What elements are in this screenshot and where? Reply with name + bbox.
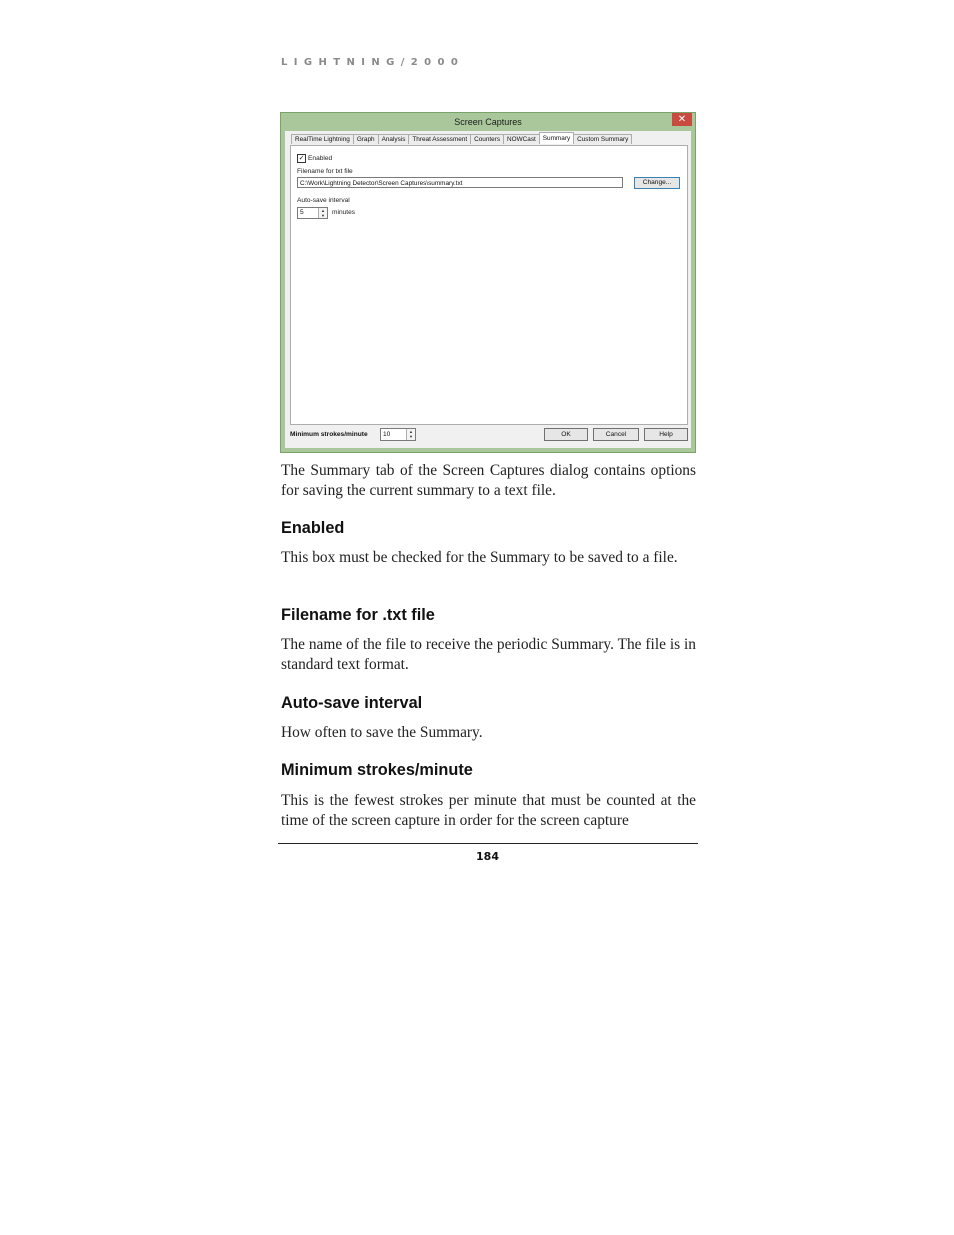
tab-counters[interactable]: Counters <box>470 134 504 144</box>
filename-input[interactable]: C:\Work\Lightning Detector\Screen Captures\summary.txt <box>297 177 623 188</box>
minutes-label: minutes <box>332 209 356 216</box>
section-heading-enabled: Enabled <box>281 519 345 537</box>
spin-up-icon[interactable]: ▲ <box>321 208 325 213</box>
enabled-row[interactable] <box>297 154 332 163</box>
page-number: 184 <box>476 850 499 863</box>
min-strokes-spinner[interactable] <box>380 428 416 441</box>
min-strokes-value: 10 <box>383 431 391 438</box>
cancel-button[interactable]: Cancel <box>593 428 639 441</box>
tab-analysis[interactable]: Analysis <box>378 134 410 144</box>
footer-rule <box>278 843 698 844</box>
spin-up-icon[interactable]: ▲ <box>409 429 413 434</box>
autosave-interval-spinner[interactable] <box>297 207 328 219</box>
close-icon[interactable]: ✕ <box>672 113 692 126</box>
tab-realtime-lightning[interactable]: RealTime Lightning <box>291 134 354 144</box>
dialog-client-area <box>285 131 691 448</box>
dialog-titlebar <box>281 113 695 131</box>
tab-summary[interactable]: Summary <box>539 132 574 144</box>
enabled-label: Enabled <box>308 155 333 162</box>
autosave-label: Auto-save interval <box>297 197 350 204</box>
section-heading-filename: Filename for .txt file <box>281 606 435 624</box>
tab-custom-summary[interactable]: Custom Summary <box>573 134 632 144</box>
spin-arrows[interactable] <box>318 208 327 218</box>
spin-down-icon[interactable]: ▼ <box>321 213 325 218</box>
spin-down-icon[interactable]: ▼ <box>409 434 413 439</box>
screen-captures-dialog <box>280 112 696 453</box>
section-body-enabled: This box must be checked for the Summary to be saved to a file. <box>281 549 678 566</box>
filename-label: Filename for txt file <box>297 168 353 175</box>
section-heading-min-strokes: Minimum strokes/minute <box>281 761 473 779</box>
tab-threat-assessment[interactable]: Threat Assessment <box>408 134 471 144</box>
autosave-interval-value: 5 <box>300 209 304 216</box>
help-button[interactable]: Help <box>644 428 688 441</box>
section-body-filename: The name of the file to receive the periodic Summary. The file is in standard text format. <box>281 636 696 673</box>
summary-tab-panel <box>290 145 688 425</box>
tab-graph[interactable]: Graph <box>353 134 379 144</box>
spin-arrows[interactable] <box>406 429 415 440</box>
min-strokes-label: Minimum strokes/minute <box>290 431 368 438</box>
tab-nowcast[interactable]: NOWCast <box>503 134 540 144</box>
section-body-autosave: How often to save the Summary. <box>281 724 483 741</box>
change-button[interactable]: Change... <box>634 177 680 189</box>
section-heading-autosave: Auto-save interval <box>281 694 423 712</box>
intro-paragraph: The Summary tab of the Screen Captures dialog contains options for saving the current summary to a text file. <box>281 462 696 499</box>
tab-strip <box>291 134 631 145</box>
dialog-bottom-bar <box>290 427 686 443</box>
dialog-title: Screen Captures <box>454 117 522 127</box>
enabled-checkbox[interactable]: ✓ <box>298 155 305 162</box>
running-header: LIGHTNING/2000 <box>281 57 465 68</box>
section-body-min-strokes: This is the fewest strokes per minute that must be counted at the time of the screen capture in order for the screen capture <box>281 792 696 829</box>
ok-button[interactable]: OK <box>544 428 588 441</box>
